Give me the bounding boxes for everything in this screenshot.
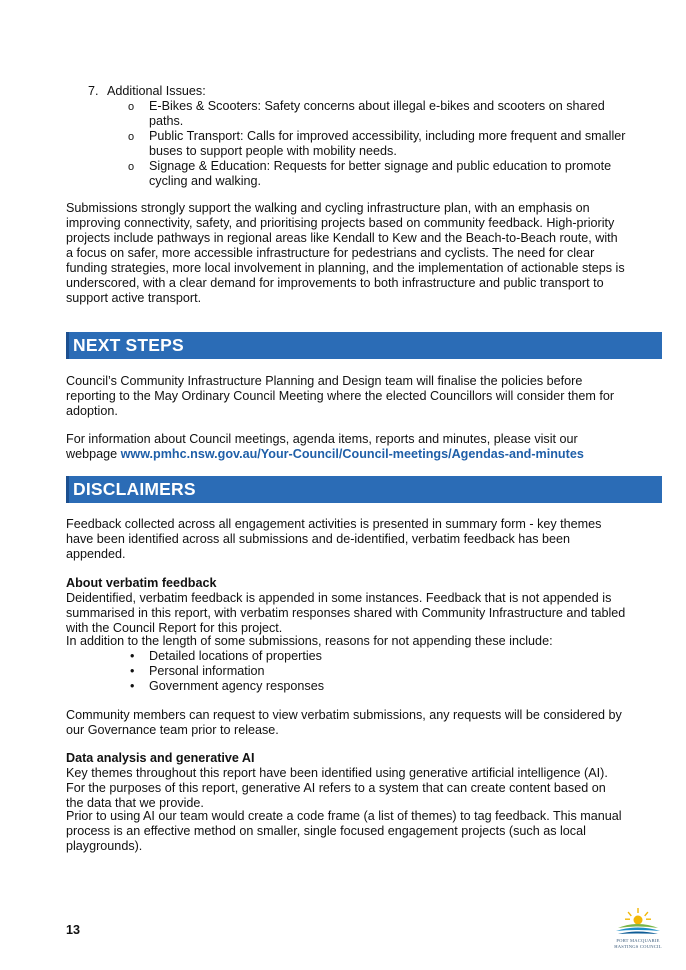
section-heading-disclaimers: DISCLAIMERS	[66, 476, 662, 503]
list-item	[128, 649, 528, 664]
meetings-info-paragraph	[66, 432, 626, 462]
list-item	[128, 159, 628, 189]
list-item-text: Government agency responses	[149, 679, 325, 693]
list-item	[128, 99, 628, 129]
list-item-text: Personal information	[149, 664, 265, 678]
ai-section-heading: Data analysis and generative AI	[66, 751, 255, 765]
additional-issues-sublist	[128, 99, 628, 189]
summary-paragraph: Submissions strongly support the walking and cycling infrastructure plan, with an emphasis on improving connectivity, safety, and prioritising projects based on community feedback. High-priority projects include pathways in regional areas like Kendall to Kew and the Beach-to-Beach route, with a focus on safer, more accessible infrastructure for pedestrians and cyclists. The need for clear funding strategies, more local involvement in planning, and the implementation of actionable steps is underscored, with a clear demand for improvements to both infrastructure and public transport to support active transport.	[66, 201, 625, 305]
hollow-bullet-icon: o	[128, 131, 135, 143]
logo-line-1: PORT MACQUARIE	[616, 938, 660, 943]
council-logo-wordmark	[605, 938, 671, 950]
ai-prior-process: Prior to using AI our team would create a code frame (a list of themes) to tag feedback. This manual process is an effective method on smaller, single focused engagement projects (such as local playgrounds).	[66, 809, 622, 853]
meetings-info-text: For information about Council meetings, agenda items, reports and minutes, please visit our webpage	[66, 432, 578, 461]
verbatim-feedback-body: Deidentified, verbatim feedback is appended in some instances. Feedback that is not appended is summarised in this report, with verbatim responses shared with Community Infrastructure and tabled with the Council Report for this project.	[66, 591, 626, 635]
ai-section-body: Key themes throughout this report have been identified using generative artificial intelligence (AI). For the purposes of this report, generative AI refers to a system that can create content based on the data that we provide.	[66, 766, 608, 810]
next-steps-paragraph: Council’s Community Infrastructure Planning and Design team will finalise the policies before reporting to the May Ordinary Council Meeting where the elected Councillors will consider them for adoption.	[66, 374, 615, 418]
bullet-icon: •	[130, 679, 135, 693]
verbatim-feedback-heading: About verbatim feedback	[66, 576, 217, 590]
reasons-list	[128, 649, 528, 694]
list-item-text: Public Transport: Calls for improved accessibility, including more frequent and smaller buses to support people with mobility needs.	[149, 129, 626, 158]
list-item-text: E-Bikes & Scooters: Safety concerns about illegal e-bikes and scooters on shared paths.	[149, 99, 605, 128]
list-item	[128, 129, 628, 159]
disclaimers-intro: Feedback collected across all engagement activities is presented in summary form - key themes have been identified across all submissions and de-identified, verbatim feedback has been appended.	[66, 517, 602, 561]
page-number: 13	[66, 923, 81, 937]
list-item-text: Detailed locations of properties	[149, 649, 322, 663]
hollow-bullet-icon: o	[128, 161, 135, 173]
list-item	[128, 664, 528, 679]
request-verbatim-note: Community members can request to view verbatim submissions, any requests will be considered by our Governance team prior to release.	[66, 708, 622, 737]
list-number: 7.	[88, 84, 99, 98]
section-heading-next-steps: NEXT STEPS	[66, 332, 662, 359]
list-item-text: Signage & Education: Requests for better signage and public education to promote cycling and walking.	[149, 159, 612, 188]
bullet-icon: •	[130, 664, 135, 678]
list-item	[128, 679, 528, 694]
bullet-icon: •	[130, 649, 135, 663]
agendas-minutes-link[interactable]: www.pmhc.nsw.gov.au/Your-Council/Council-meetings/Agendas-and-minutes	[120, 447, 584, 461]
hollow-bullet-icon: o	[128, 101, 135, 113]
list-label: Additional Issues:	[107, 84, 206, 98]
verbatim-reasons-intro: In addition to the length of some submissions, reasons for not appending these include:	[66, 634, 553, 648]
logo-line-2: HASTINGS COUNCIL	[614, 944, 662, 949]
